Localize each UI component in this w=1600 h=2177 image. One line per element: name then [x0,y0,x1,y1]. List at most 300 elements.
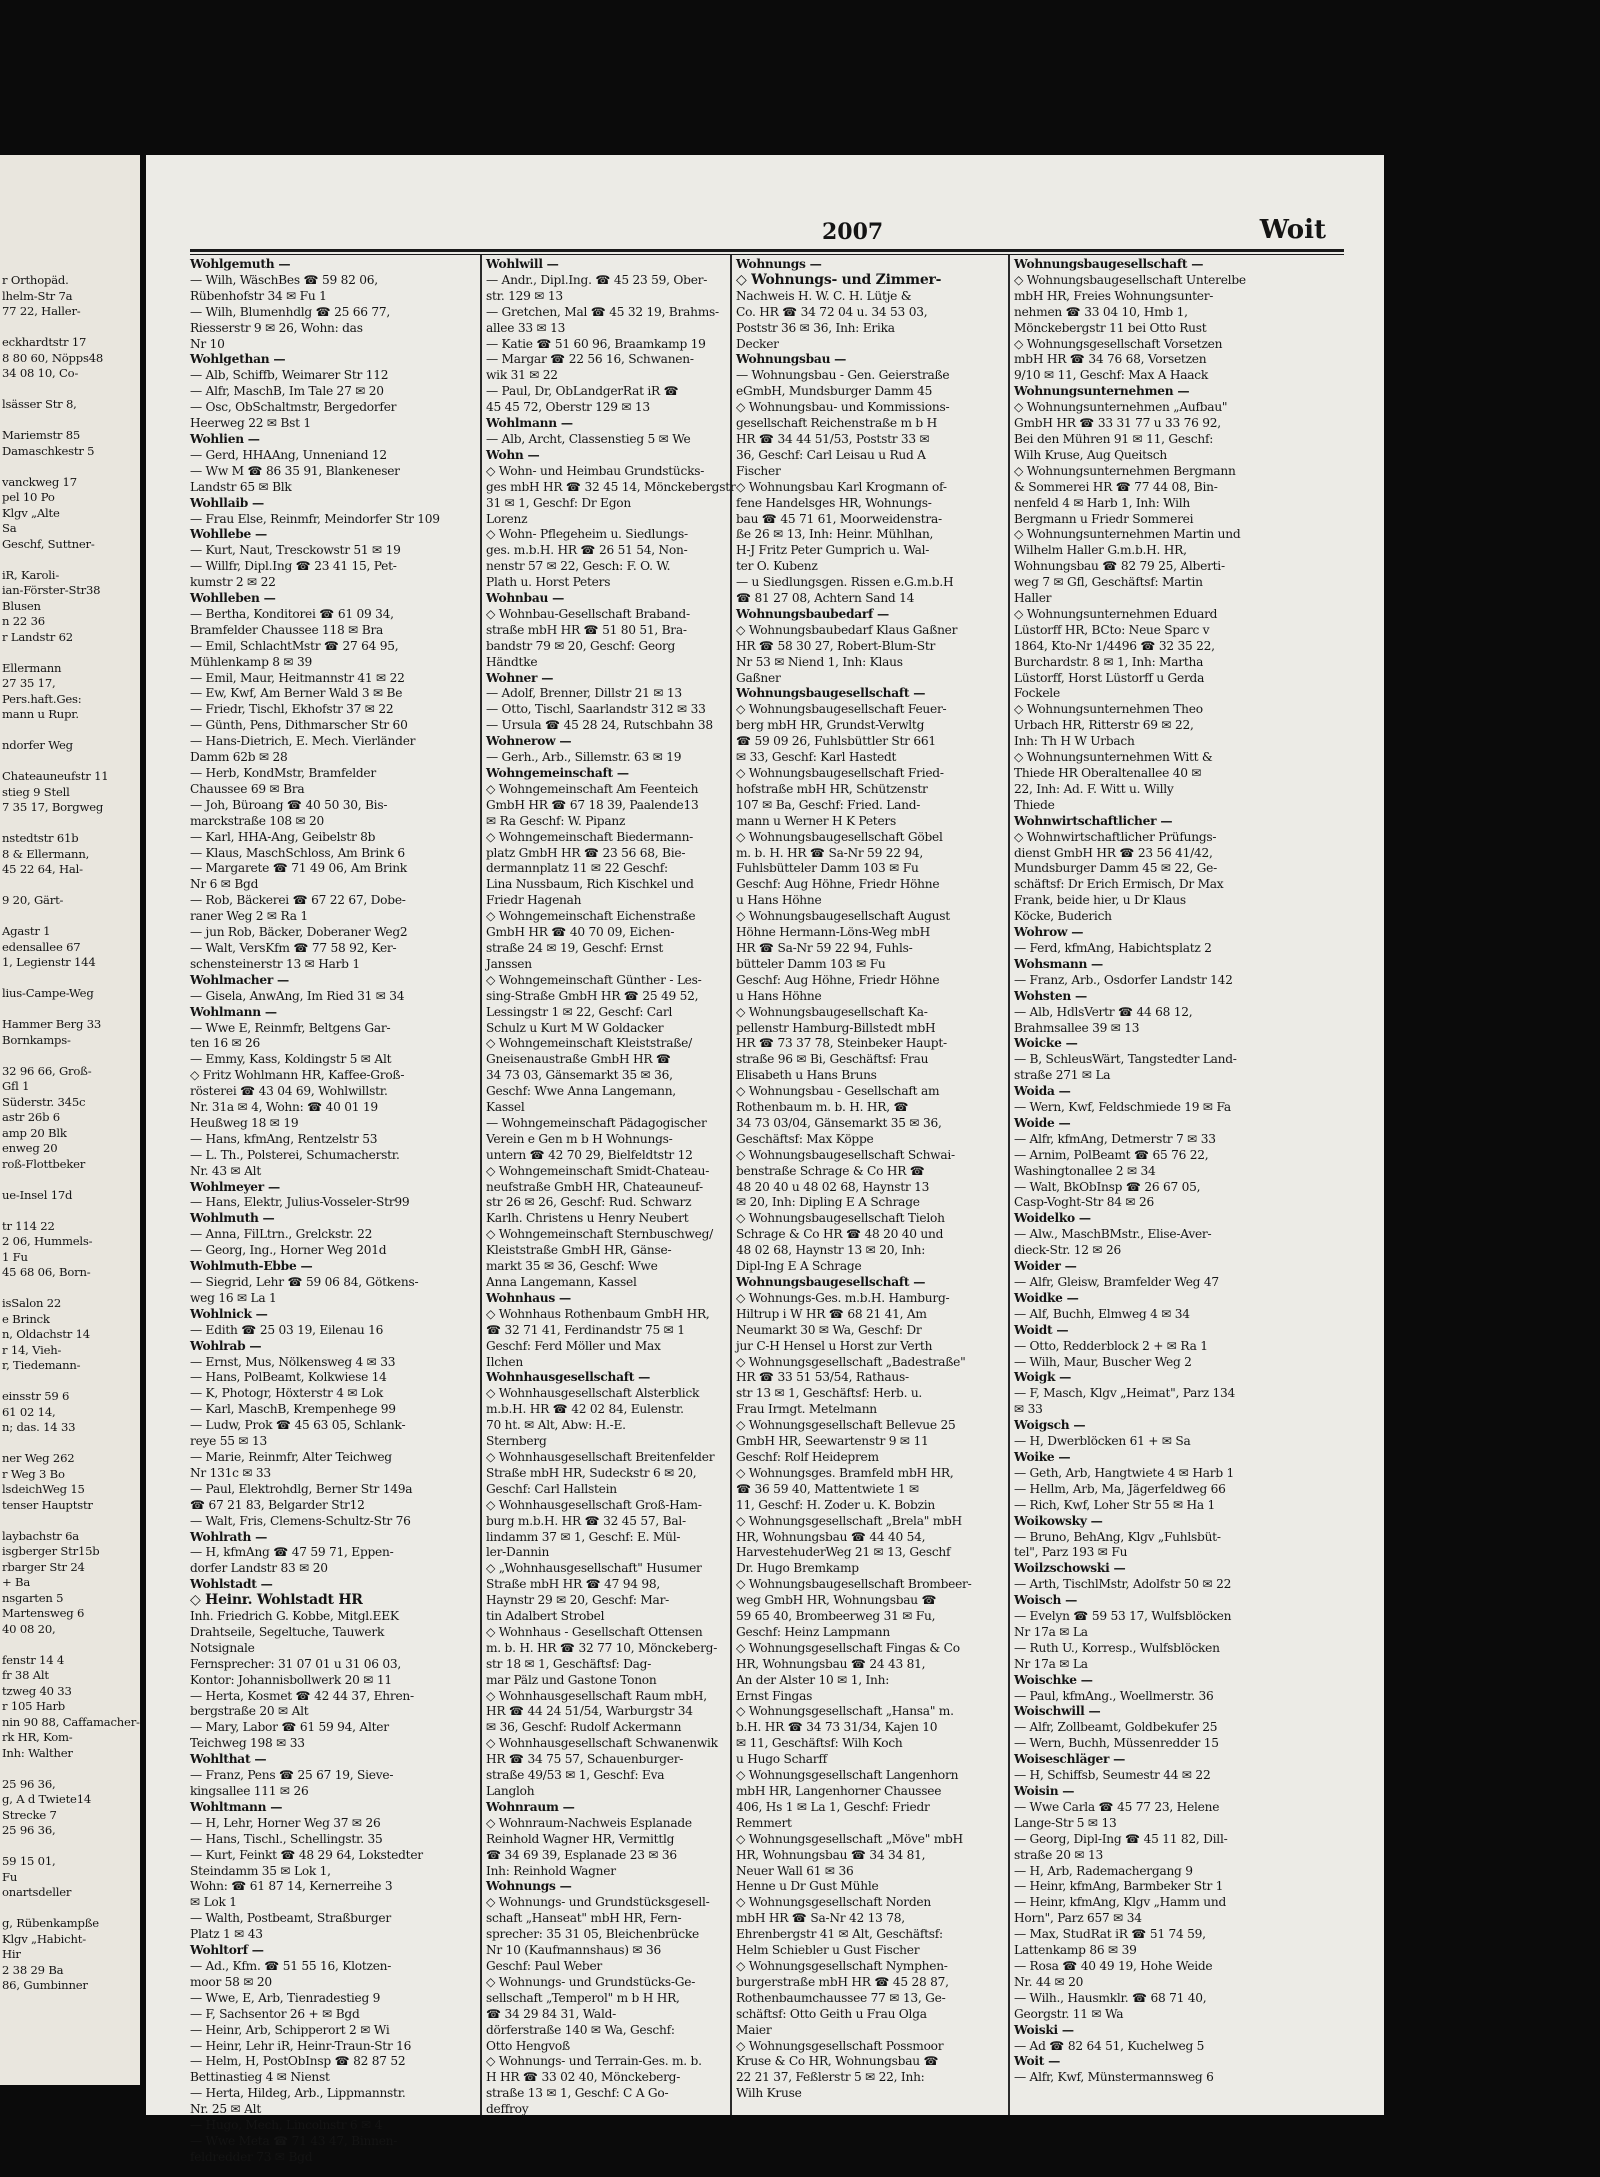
left-fragment-line [0,1761,143,1777]
entry-line: ges. m.b.H. HR ☎ 26 51 54, Non- [486,543,688,558]
entry-line: Kleiststraße GmbH HR, Gänse- [486,1243,672,1258]
entry-line: — Hans-Dietrich, E. Mech. Vierländer [190,734,416,749]
entry-line: m. b. H. HR ☎ Sa-Nr 59 22 94, [736,845,923,860]
entry-line: — Marie, Reinmfr, Alter Teichweg [190,1449,392,1464]
left-fragment-line: n, Oldachstr 14 [2,1327,90,1341]
entry-line: Anna Langemann, Kassel [486,1275,637,1289]
entry-line: dörferstraße 140 ✉ Wa, Geschf: [486,2022,675,2037]
left-fragment-line: 2 38 29 Ba [2,1962,64,1977]
left-fragment-line: nin 90 88, Caffamacher- [2,1714,140,1729]
entry-line: fene Handelsges HR, Wohnungs- [736,495,932,510]
entry-line: — Bertha, Konditorei ☎ 61 09 34, [190,606,394,621]
entry-heading: Wohngemeinschaft — [486,766,629,780]
left-fragment-line [0,1436,143,1452]
entry-line: Reinhold Wagner HR, Vermittlg [486,1831,675,1846]
entry-line: Lange-Str 5 ✉ 13 [1014,1815,1117,1830]
entry-line: burgerstraße mbH HR ☎ 45 28 87, [736,1974,949,1989]
entry-line: Frau Irmgt. Metelmann [736,1402,877,1417]
entry-line: straße mbH HR ☎ 51 80 51, Bra- [486,622,687,637]
entry-line: — Alfr, Gleisw, Bramfelder Weg 47 [1014,1275,1219,1289]
entry-line: Geschf: Heinz Lampmann [736,1624,890,1639]
entry-line: schäftsf: Otto Geith u Frau Olga [736,2006,927,2021]
entry-line: ◇ Wohnungsbaugesellschaft Unterelbe [1014,272,1246,287]
entry-line: — Ew, Kwf, Am Berner Wald 3 ✉ Be [190,686,403,701]
entry-line: Kruse & Co HR, Wohnungsbau ☎ [736,2054,939,2069]
left-fragment-line: Ellermann [2,660,62,675]
left-fragment-line: mann u Rupr. [2,707,79,721]
left-fragment-line: einsstr 59 6 [2,1389,70,1403]
entry-heading: Wohlmann — [190,1004,277,1019]
left-fragment-line [0,816,143,832]
entry-line: feldredder 73 ✉ Bgd [190,2149,313,2164]
entry-line: Nr. 31a ✉ 4, Wohn: ☎ 40 01 19 [190,1100,378,1115]
left-fragment-line: onartsdeller [2,1885,72,1899]
entry-line: — Gerh., Arb., Sillemstr. 63 ✉ 19 [486,750,682,765]
entry-line: Ilchen [486,1354,523,1369]
entry-line: sprecher: 35 31 05, Bleichenbrücke [486,1927,699,1942]
left-fragment-line [0,909,143,925]
entry-line: — Emil, SchlachtMstr ☎ 27 64 95, [190,638,399,653]
entry-line: ✉ 20, Inh: Dipling E A Schrage [736,1195,920,1210]
entry-line: ◇ Wohnungsbaugesellschaft Fried- [736,766,944,780]
entry-line: Geschf: Aug Höhne, Friedr Höhne [736,877,940,892]
entry-line: — Wilh., Hausmklr. ☎ 68 71 40, [1014,1990,1207,2005]
left-fragment-line: g, Rübenkampße [2,1916,99,1930]
entry-line: ◇ Wohngemeinschaft Günther - Les- [486,972,702,987]
left-fragment-line: 59 15 01, [2,1854,56,1868]
entry-line: — Ad ☎ 82 64 51, Kuchelweg 5 [1014,2038,1205,2053]
entry-heading: Wohlleben — [190,591,276,606]
left-fragment-line: isgberger Str15b [2,1544,100,1558]
entry-line: — Wilh, Maur, Buscher Weg 2 [1014,1354,1192,1369]
entry-heading: Wohlthat — [190,1752,267,1767]
entry-line: Wohnungsbau ☎ 82 79 25, Alberti- [1014,559,1225,574]
entry-line: HR ☎ 58 30 27, Robert-Blum-Str [736,638,936,653]
entry-line: — Walt, VersKfm ☎ 77 58 92, Ker- [190,940,397,955]
entry-line: HR, Wohnungsbau ☎ 44 40 54, [736,1529,926,1544]
left-fragment-line: iR, Karoli- [2,567,60,582]
entry-line: 22 21 37, Feßlerstr 5 ✉ 22, Inh: [736,2070,925,2085]
left-fragment-line: astr 26b 6 [2,1110,60,1124]
entry-line: — Otto, Tischl, Saarlandstr 312 ✉ 33 [486,702,706,717]
entry-line: straße 49/53 ✉ 1, Geschf: Eva [486,1768,665,1783]
entry-line: ◇ Wohnungsbaugesellschaft August [736,909,950,924]
entry-line: ◇ Wohngemeinschaft Smidt-Chateau- [486,1163,710,1178]
entry-line: ◇ Wohnungsbau Karl Krogmann of- [736,479,947,494]
entry-line: kumstr 2 ✉ 22 [190,575,276,590]
left-fragment-line: lsdeichWeg 15 [2,1482,85,1496]
entry-line: — jun Rob, Bäcker, Doberaner Weg2 [190,925,408,940]
entry-line: — Heinr, kfmAng, Klgv „Hamm und [1014,1895,1227,1910]
entry-line: Verein e Gen m b H Wohnungs- [486,1131,673,1146]
left-fragment-line: 8 & Ellermann, [2,846,90,861]
entry-line: — Karl, HHA-Ang, Geibelstr 8b [190,829,376,844]
entry-line: ◇ Wohnungsgesellschaft Bellevue 25 [736,1418,956,1433]
entry-line: ◇ Wohnungs- und Grundstücks-Ge- [486,1974,696,1989]
left-fragment-line: 2 06, Hummels- [2,1234,93,1248]
left-fragment-line: lius-Campe-Weg [2,986,94,1000]
entry-line: jur C-H Hensel u Horst zur Verth [736,1338,933,1353]
entry-line: mbH HR ☎ Sa-Nr 42 13 78, [736,1911,905,1926]
entry-heading: Woicke — [1014,1036,1078,1051]
entry-line: ◇ Wohnungsgesellschaft „Badestraße" [736,1354,966,1369]
left-fragment-line: Klgv „Habicht- [2,1931,86,1946]
left-fragment-line [0,413,143,429]
entry-line: — Willfr, Dipl.Ing ☎ 23 41 15, Pet- [190,559,397,574]
left-fragment-line: fenstr 14 4 [2,1652,65,1667]
entry-line: Rübenhofstr 34 ✉ Fu 1 [190,288,327,303]
entry-line: — Georg, Ing., Horner Weg 201d [190,1243,387,1258]
entry-line: pellenstr Hamburg-Billstedt mbH [736,1020,936,1035]
entry-line: — Paul, Elektrohdlg, Berner Str 149a [190,1481,413,1496]
entry-line: Fockele [1014,686,1060,701]
entry-line: ◇ Wohn- und Heimbau Grundstücks- [486,463,705,478]
entry-line: sellschaft „Temperol" m b H HR, [486,1990,680,2005]
left-fragment-line: tenser Hauptstr [2,1497,93,1512]
left-fragment-line: Pers.haft.Ges: [2,691,82,706]
entry-line: Heerweg 22 ✉ Bst 1 [190,416,311,431]
entry-line: — Klaus, MaschSchloss, Am Brink 6 [190,845,405,860]
entry-line: bergstraße 20 ✉ Alt [190,1704,309,1719]
entry-line: Lessingstr 1 ✉ 22, Geschf: Carl [486,1004,673,1019]
entry-line: Georgstr. 11 ✉ Wa [1014,2006,1124,2021]
entry-heading: Wohner — [486,670,554,685]
left-fragment-line [0,1203,143,1219]
entry-line: HR ☎ 33 51 53/54, Rathaus- [736,1370,909,1385]
entry-line: mbH HR ☎ 34 76 68, Vorsetzen [1014,352,1207,367]
entry-line: nenstr 57 ✉ 22, Gesch: F. O. W. [486,559,671,574]
entry-line: — Günth, Pens, Dithmarscher Str 60 [190,718,408,733]
entry-heading: Wohlgethan — [190,352,286,367]
entry-line: HR ☎ Sa-Nr 59 22 94, Fuhls- [736,940,913,955]
entry-line: GmbH HR ☎ 40 70 09, Eichen- [486,925,675,940]
entry-line: HR ☎ 44 24 51/54, Warburgstr 34 [486,1704,693,1719]
left-fragment-line [0,1839,143,1855]
entry-line: ◇ Wohnungsunternehmen Martin und [1014,527,1241,542]
entry-line: ✉ 33, Geschf: Karl Hastedt [736,750,897,765]
left-fragment-line: r Orthopäd. [2,273,69,287]
entry-line: mbH HR, Freies Wohnungsunter- [1014,288,1214,303]
entry-line: Straße mbH HR ☎ 47 94 98, [486,1577,661,1592]
entry-line: Janssen [486,956,532,971]
left-fragment-line [0,1172,143,1188]
entry-line: reye 55 ✉ 13 [190,1434,267,1449]
entry-heading: Wohlmuth — [190,1211,275,1226]
header-rule [190,249,1344,255]
left-fragment-line: Chateauneufstr 11 [2,769,109,783]
entry-line: ✉ 36, Geschf: Rudolf Ackermann [486,1720,682,1735]
entry-line: dermannplatz 11 ✉ 22 Geschf: [486,861,668,876]
column-3 [736,257,1004,2101]
entry-line: — Joh, Büroang ☎ 40 50 30, Bis- [190,797,388,812]
column-rule [730,255,732,2115]
entry-line: u Hans Höhne [736,893,822,908]
left-fragment-line: e Brinck [2,1311,50,1326]
entry-line: — Arth, TischlMstr, Adolfstr 50 ✉ 22 [1014,1577,1232,1592]
left-fragment-line: r Weg 3 Bo [2,1466,65,1481]
left-fragment-line: Fu [2,1869,18,1884]
entry-line: Burchardstr. 8 ✉ 1, Inh: Martha [1014,654,1204,669]
entry-line: 45 45 72, Oberstr 129 ✉ 13 [486,400,650,415]
entry-line: HR ☎ 73 37 78, Steinbeker Haupt- [736,1036,947,1051]
entry-line: 48 20 40 u 48 02 68, Haynstr 13 [736,1179,930,1194]
entry-line: Landstr 65 ✉ Blk [190,479,292,494]
entry-line: ◇ Wohnungs- und Grundstücksgesell- [486,1895,710,1910]
entry-line: Steindamm 35 ✉ Lok 1, [190,1863,331,1878]
entry-heading: Wohrow — [1014,925,1084,940]
entry-line: ✉ Ra Geschf: W. Pipanz [486,813,626,828]
entry-line: ✉ 33 [1014,1402,1043,1417]
entry-line: ße 26 ✉ 13, Inh: Heinr. Mühlhan, [736,527,934,542]
entry-line: Höhne Hermann-Löns-Weg mbH [736,925,930,940]
left-fragment-line: + Ba [2,1575,31,1589]
entry-line: ◇ Wohnungs-Ges. m.b.H. Hamburg- [736,1290,950,1305]
entry-line: — Walt, Fris, Clemens-Schultz-Str 76 [190,1513,411,1528]
entry-line: ◇ Wohnungsgesellschaft Fingas & Co [736,1640,960,1655]
entry-line: Remmert [736,1815,792,1830]
entry-line: Ernst Fingas [736,1688,813,1703]
entry-line: Langloh [486,1784,535,1798]
entry-line: — Paul, Dr, ObLandgerRat iR ☎ [486,384,679,399]
entry-heading: Wohsmann — [1014,956,1103,971]
entry-line: sing-Straße GmbH HR ☎ 25 49 52, [486,988,699,1003]
entry-line: m. b. H. HR ☎ 32 77 10, Mönckeberg- [486,1640,718,1655]
entry-line: Elisabeth u Hans Bruns [736,1068,877,1083]
left-fragment-line: r 105 Harb [2,1699,66,1713]
entry-heading: Wohnwirtschaftlicher — [1014,813,1173,828]
left-fragment-line: 45 22 64, Hal- [2,862,83,876]
entry-line: — Alfr, kfmAng, Detmerstr 7 ✉ 33 [1014,1131,1216,1146]
entry-line: Lattenkamp 86 ✉ 39 [1014,1943,1137,1958]
entry-line: ◇ Wohnhausgesellschaft Raum mbH, [486,1688,707,1703]
left-fragment-line: rk HR, Kom- [2,1730,73,1744]
entry-line: — H, Lehr, Horner Weg 37 ✉ 26 [190,1815,381,1830]
entry-line: — Ruth U., Korresp., Wulfsblöcken [1014,1640,1220,1655]
left-fragment-line [0,1048,143,1064]
entry-line: — Wohngemeinschaft Pädagogischer [486,1115,707,1130]
entry-line: schensteinerstr 13 ✉ Harb 1 [190,956,360,971]
entry-line: ◇ Wohnungsgesellschaft Norden [736,1895,931,1910]
entry-line: Nachweis H. W. C. H. Lütje & [736,288,912,303]
entry-heading: Woidke — [1014,1290,1079,1305]
entry-line: — Hellm, Arb, Ma, Jägerfeldweg 66 [1014,1481,1226,1496]
entry-line: Teichweg 198 ✉ 33 [190,1736,305,1751]
entry-line: Casp-Voght-Str 84 ✉ 26 [1014,1195,1154,1210]
entry-line: ◇ Wohnungsunternehmen Witt & [1014,750,1213,765]
entry-line: Ehrenbergstr 41 ✉ Alt, Geschäftsf: [736,1927,943,1942]
entry-line: straße 271 ✉ La [1014,1068,1111,1083]
entry-line: Riesserstr 9 ✉ 26, Wohn: das [190,320,363,335]
entry-line: GmbH HR ☎ 33 31 77 u 33 76 92, [1014,416,1221,431]
entry-line: ◇ Wohn- Pflegeheim u. Siedlungs- [486,527,688,542]
entry-line: — Emmy, Kass, Koldingstr 5 ✉ Alt [190,1052,392,1067]
left-fragment-line [0,723,143,739]
entry-line: ◇ Wohnraum-Nachweis Esplanade [486,1815,692,1830]
left-fragment-line: ue-Insel 17d [2,1187,73,1202]
entry-line: ◇ Wohnhausgesellschaft Groß-Ham- [486,1497,702,1512]
entry-line: ☎ 36 59 40, Mattentwiete 1 ✉ [736,1481,919,1496]
entry-line: — Gerd, HHAAng, Unneniand 12 [190,447,387,462]
entry-line: — Herb, KondMstr, Bramfelder [190,766,376,780]
left-fragment-line: nsgarten 5 [2,1590,64,1605]
entry-heading: Wohnungsbaugesellschaft — [736,1275,926,1289]
entry-line: — Heinr, Arb, Schipperort 2 ✉ Wi [190,2022,390,2037]
entry-line: — Rosa ☎ 40 49 19, Hohe Weide [1014,1958,1213,1973]
entry-line: Nr. 43 ✉ Alt [190,1163,261,1178]
entry-line: — Alb, Archt, Classenstieg 5 ✉ We [486,431,691,446]
entry-line: wik 31 ✉ 22 [486,368,558,383]
entry-line: u Hans Höhne [736,988,822,1003]
left-fragment-line: n 22 36 [2,614,45,628]
left-fragment-line: Sa [2,521,17,535]
entry-line: — Hans, Tischl., Schellingstr. 35 [190,1831,383,1846]
entry-line: dieck-Str. 12 ✉ 26 [1014,1243,1121,1258]
entry-line: — Paul, kfmAng., Woellmerstr. 36 [1014,1688,1214,1703]
entry-heading: Wohlwill — [486,257,559,271]
entry-line: Heußweg 18 ✉ 19 [190,1115,299,1130]
entry-line: Wilh Kruse, Aug Queitsch [1014,447,1167,462]
entry-line: Nr 53 ✉ Niend 1, Inh: Klaus [736,654,903,669]
left-fragment-line [0,971,143,987]
entry-line: Haynstr 29 ✉ 20, Geschf: Mar- [486,1593,670,1608]
left-fragment-line: rbarger Str 24 [2,1559,85,1574]
entry-line: Kontor: Johannisbollwerk 20 ✉ 11 [190,1672,392,1687]
entry-line: Dipl-Ing E A Schrage [736,1259,862,1274]
entry-line: nenfeld 4 ✉ Harb 1, Inh: Wilh [1014,495,1191,510]
left-fragment-line: r 14, Vieh- [2,1342,62,1357]
entry-line: — Bruno, BehAng, Klgv „Fuhlsbüt- [1014,1529,1221,1544]
left-fragment-line: Hir [2,1947,21,1961]
entry-line: — F, Sachsentor 26 + ✉ Bgd [190,2006,360,2021]
entry-line: ◇ Wohnungsbaugesellschaft Göbel [736,829,943,844]
entry-line: bütteler Damm 103 ✉ Fu [736,956,886,971]
entry-line: HR, Wohnungsbau ☎ 24 43 81, [736,1656,926,1671]
entry-line: ◇ Wohnhausgesellschaft Breitenfelder [486,1449,715,1464]
entry-heading: Wohnungsbaugesellschaft — [1014,257,1204,271]
entry-line: — Andr., Dipl.Ing. ☎ 45 23 59, Ober- [486,272,708,287]
entry-line: tel", Parz 193 ✉ Fu [1014,1545,1128,1560]
entry-line: — Gisela, AnwAng, Im Ried 31 ✉ 34 [190,988,405,1003]
left-fragment-line: Hammer Berg 33 [2,1017,102,1031]
entry-line: 34 73 03/04, Gänsemarkt 35 ✉ 36, [736,1115,942,1130]
entry-line: Brahmsallee 39 ✉ 13 [1014,1020,1140,1035]
entry-line: — Alf, Buchh, Elmweg 4 ✉ 34 [1014,1306,1190,1321]
entry-heading: Wohlgemuth — [190,257,291,271]
entry-line: — Alb, Schiffb, Weimarer Str 112 [190,368,389,383]
entry-heading: Wohnungsbaugesellschaft — [736,686,926,701]
entry-heading: Wohltorf — [190,1943,264,1958]
entry-line: ◇ Wohnungsbaubedarf Klaus Gaßner [736,622,958,637]
entry-line: — Margarete ☎ 71 49 06, Am Brink [190,861,407,876]
entry-line: ◇ Wohnungsunternehmen Bergmann [1014,463,1236,478]
left-fragment-line: tzweg 40 33 [2,1683,72,1698]
entry-line: — Wwe Carla ☎ 45 77 23, Helene [1014,1799,1220,1814]
entry-heading: Woide — [1014,1115,1071,1130]
entry-line: ✉ 11, Geschäftsf: Wilh Koch [736,1736,903,1751]
entry-line: Schrage & Co HR ☎ 48 20 40 und [736,1227,944,1242]
entry-line: ◇ Wohnungsgesellschaft Vorsetzen [1014,336,1223,351]
entry-line: Neumarkt 30 ✉ Wa, Geschf: Dr [736,1322,922,1337]
entry-line: m.b.H. HR ☎ 42 02 84, Eulenstr. [486,1402,684,1417]
left-fragment-line [0,1002,143,1018]
entry-line: Sternberg [486,1434,547,1449]
entry-line: ◇ Wohnungs- und Zimmer- [736,271,942,288]
entry-heading: Wohnbau — [486,591,565,606]
entry-line: ◇ Wohnungsgesellschaft Langenhorn [736,1768,959,1783]
entry-line: nehmen ☎ 33 04 10, Hmb 1, [1014,304,1188,319]
entry-line: Bei den Mühren 91 ✉ 11, Geschf: [1014,431,1214,446]
entry-line: — Geth, Arb, Hangtwiete 4 ✉ Harb 1 [1014,1465,1235,1480]
entry-line: bau ☎ 45 71 61, Moorweidenstra- [736,511,942,526]
entry-line: — Otto, Redderblock 2 + ✉ Ra 1 [1014,1338,1208,1353]
entry-line: weg 7 ✉ Gfl, Geschäftsf: Martin [1014,575,1203,590]
entry-line: straße 20 ✉ 13 [1014,1847,1103,1862]
entry-line: Rothenbaumchaussee 77 ✉ 13, Ge- [736,1990,946,2005]
left-fragment-line: 1 Fu [2,1249,28,1264]
entry-heading: Woisch — [1014,1593,1078,1608]
left-fragment-line: 40 08 20, [2,1621,56,1636]
entry-line: ◇ „Wohnhausgesellschaft" Husumer [486,1561,702,1576]
entry-line: — Hans, Elektr, Julius-Vosseler-Str99 [190,1195,410,1210]
entry-line: Inh. Friedrich G. Kobbe, Mitgl.EEK [190,1609,399,1624]
entry-line: — Osc, ObSchaltmstr, Bergedorfer [190,400,397,415]
entry-line: Händtke [486,654,538,669]
entry-line: burg m.b.H. HR ☎ 32 45 57, Bal- [486,1513,686,1528]
entry-line: schäftsf: Dr Erich Ermisch, Dr Max [1014,877,1224,892]
entry-line: Nr 10 [190,336,225,351]
entry-line: — Ludw, Prok ☎ 45 63 05, Schlank- [190,1418,406,1433]
left-fragment-line: vanckweg 17 [2,474,77,489]
entry-heading: Wohnraum — [486,1799,575,1814]
entry-line: neufstraße GmbH HR, Chateauneuf- [486,1179,703,1194]
entry-heading: Woider — [1014,1259,1077,1274]
entry-line: ☎ 32 71 41, Ferdinandstr 75 ✉ 1 [486,1322,685,1337]
left-fragment-line: enweg 20 [2,1141,58,1155]
left-fragment-line: roß-Flottbeker [2,1156,86,1171]
entry-line: ◇ Wohnhaus Rothenbaum GmbH HR, [486,1306,710,1321]
entry-line: — Alfr, MaschB, Im Tale 27 ✉ 20 [190,384,384,399]
entry-line: — Margar ☎ 22 56 16, Schwanen- [486,352,694,367]
entry-line: Karlh. Christens u Henry Neubert [486,1211,689,1226]
entry-line: — Wilh, Blumenhdlg ☎ 25 66 77, [190,304,391,319]
entry-line: — Friedr, Tischl, Ekhofstr 37 ✉ 22 [190,702,394,717]
entry-line: — Franz, Arb., Osdorfer Landstr 142 [1014,972,1233,987]
entry-heading: Wohnungs — [736,257,822,271]
entry-line: Thiede [1014,797,1055,812]
entry-heading: Wohnungsbaubedarf — [736,606,889,621]
entry-line: straße 24 ✉ 19, Geschf: Ernst [486,940,664,955]
entry-line: Dr. Hugo Bremkamp [736,1561,859,1576]
entry-line: — Ursula ☎ 45 28 24, Rutschbahn 38 [486,718,713,733]
entry-line: Poststr 36 ✉ 36, Inh: Erika [736,320,895,335]
left-fragment-line: Bornkamps- [2,1032,71,1047]
entry-line: ter O. Kubenz [736,559,818,574]
entry-line: — Wern, Buchh, Müssenredder 15 [1014,1736,1219,1751]
entry-line: Geschf: Carl Hallstein [486,1481,617,1496]
entry-line: Wilh Kruse [736,2086,802,2101]
column-rule [480,255,482,2115]
entry-line: Gneisenaustraße GmbH HR ☎ [486,1052,671,1067]
entry-line: Damm 62b ✉ 28 [190,750,288,765]
entry-line: — Herta, Kosmet ☎ 42 44 37, Ehren- [190,1688,414,1703]
entry-line: Thiede HR Oberaltenallee 40 ✉ [1014,766,1202,780]
left-fragment-line: Geschf, Suttner- [2,536,95,551]
left-fragment-line: 86, Gumbinner [2,1978,88,1992]
left-fragment-line: stieg 9 Stell [2,784,70,799]
entry-line: ◇ Wohngemeinschaft Kleiststraße/ [486,1036,692,1051]
entry-line: ◇ Fritz Wohlmann HR, Kaffee-Groß- [190,1068,405,1083]
left-fragment-line: Süderstr. 345c [2,1094,86,1109]
